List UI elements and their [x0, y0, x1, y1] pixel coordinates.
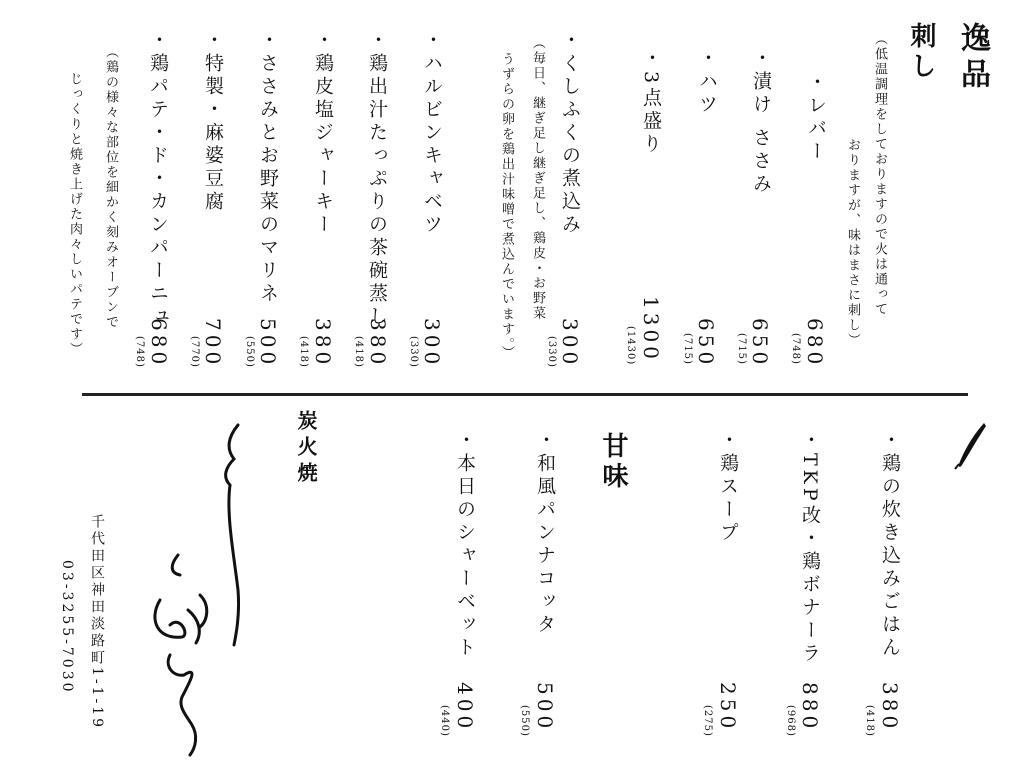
price-panna-cotta: 500: [533, 682, 557, 733]
menu-item-3ten-mori: ・3点盛り: [640, 48, 662, 157]
price-chawanmushi: 380: [366, 318, 390, 369]
price-mabo-tofu: 700: [201, 318, 225, 369]
menu-item-hatsu: ・ハツ: [696, 48, 718, 117]
price-sasami-marine: 500: [256, 318, 280, 369]
section-title-amami: 甘味: [598, 432, 628, 492]
price-pate-de-campagne: 680: [147, 318, 171, 369]
price-harbin-cabbage: 300: [420, 318, 444, 369]
tax-price-sasami-marine: (550): [244, 336, 255, 368]
price-tkp-bonara: 880: [798, 682, 822, 733]
brush-pen-icon: [950, 420, 990, 470]
tax-price-hatsu: (715): [682, 333, 693, 365]
pate-note-line2: じっくりと焼き上げた肉々しいパテです）: [67, 72, 82, 357]
nikomi-note-line1: （毎日、継ぎ足し継ぎ足し、鶏皮・お野菜: [530, 36, 545, 321]
tax-price-pate-de-campagne: (748): [134, 336, 145, 368]
price-tori-soup: 250: [716, 682, 740, 733]
tax-price-tkp-bonara: (968): [785, 705, 796, 737]
menu-item-nikomi: ・くしふくの煮込み: [559, 30, 581, 237]
menu-item-mabo-tofu: ・特製・麻婆豆腐: [202, 30, 224, 214]
tax-price-chawanmushi: (418): [353, 336, 364, 368]
tax-price-takikomi-gohan: (418): [864, 705, 875, 737]
tax-price-liver: (748): [790, 333, 801, 365]
price-sherbet: 400: [453, 682, 477, 733]
menu-item-takikomi-gohan: ・鶏の炊き込みごはん: [879, 430, 901, 660]
tax-price-harbin-cabbage: (330): [408, 336, 419, 368]
shop-tagline: 炭火焼: [294, 410, 318, 488]
tax-price-panna-cotta: (550): [519, 705, 530, 737]
tax-price-nikomi: (330): [546, 336, 557, 368]
menu-item-torikawa-jerky: ・鶏皮塩ジャーキー: [312, 30, 334, 237]
price-liver: 680: [803, 318, 827, 369]
menu-item-pate-de-campagne: ・鶏パテ・ド・カンパーニュ: [147, 30, 169, 329]
section-title-ippin: 逸品: [955, 22, 990, 94]
price-nikomi: 300: [558, 318, 582, 369]
nikomi-note-line2: うずらの卵を鶏出汁味噌で煮込んでいます。）: [499, 52, 514, 361]
tax-price-tori-soup: (275): [702, 705, 713, 737]
pate-note-line1: （鶏の様々な部位を細かく刻みオーブンで: [103, 45, 118, 330]
tax-price-torikawa-jerky: (418): [298, 336, 309, 368]
price-hatsu: 650: [694, 318, 718, 369]
section-divider: [82, 393, 968, 396]
menu-item-sherbet: ・本日のシャーベット: [454, 430, 476, 660]
shop-address: 千代田区神田淡路町1-1-19: [89, 514, 105, 731]
menu-item-zuke-sasami: ・漬け ささみ: [750, 48, 772, 197]
tax-price-zuke-sasami: (715): [736, 333, 747, 365]
tax-price-3ten-mori: (1430): [625, 326, 636, 366]
menu-item-tkp-bonara: ・TKP改・鶏ボナーラ: [799, 430, 821, 666]
menu-item-harbin-cabbage: ・ハルビンキャベツ: [421, 30, 443, 237]
menu-item-tori-soup: ・鶏スープ: [717, 430, 739, 545]
tax-price-mabo-tofu: (770): [189, 336, 200, 368]
subsection-title-sashi: 刺し: [906, 22, 936, 82]
shop-phone: 03-3255-7030: [59, 560, 75, 695]
tax-price-sherbet: (440): [439, 705, 450, 737]
menu-item-liver: ・レバー: [805, 72, 827, 164]
shop-logo: [130, 415, 240, 760]
price-zuke-sasami: 650: [748, 318, 772, 369]
menu-item-panna-cotta: ・和風パンナコッタ: [534, 430, 556, 637]
menu-item-sasami-marine: ・ささみとお野菜のマリネ: [257, 30, 279, 306]
price-3ten-mori: 1300: [639, 296, 663, 363]
sashi-note-line1: （低温調理をしておりますので火は通って: [872, 32, 887, 317]
menu-item-chawanmushi: ・鶏出汁たっぷりの茶碗蒸し: [366, 30, 388, 329]
price-takikomi-gohan: 380: [878, 682, 902, 733]
price-torikawa-jerky: 380: [311, 318, 335, 369]
sashi-note-line2: おりますが、味はまさに刺し）: [845, 138, 860, 348]
